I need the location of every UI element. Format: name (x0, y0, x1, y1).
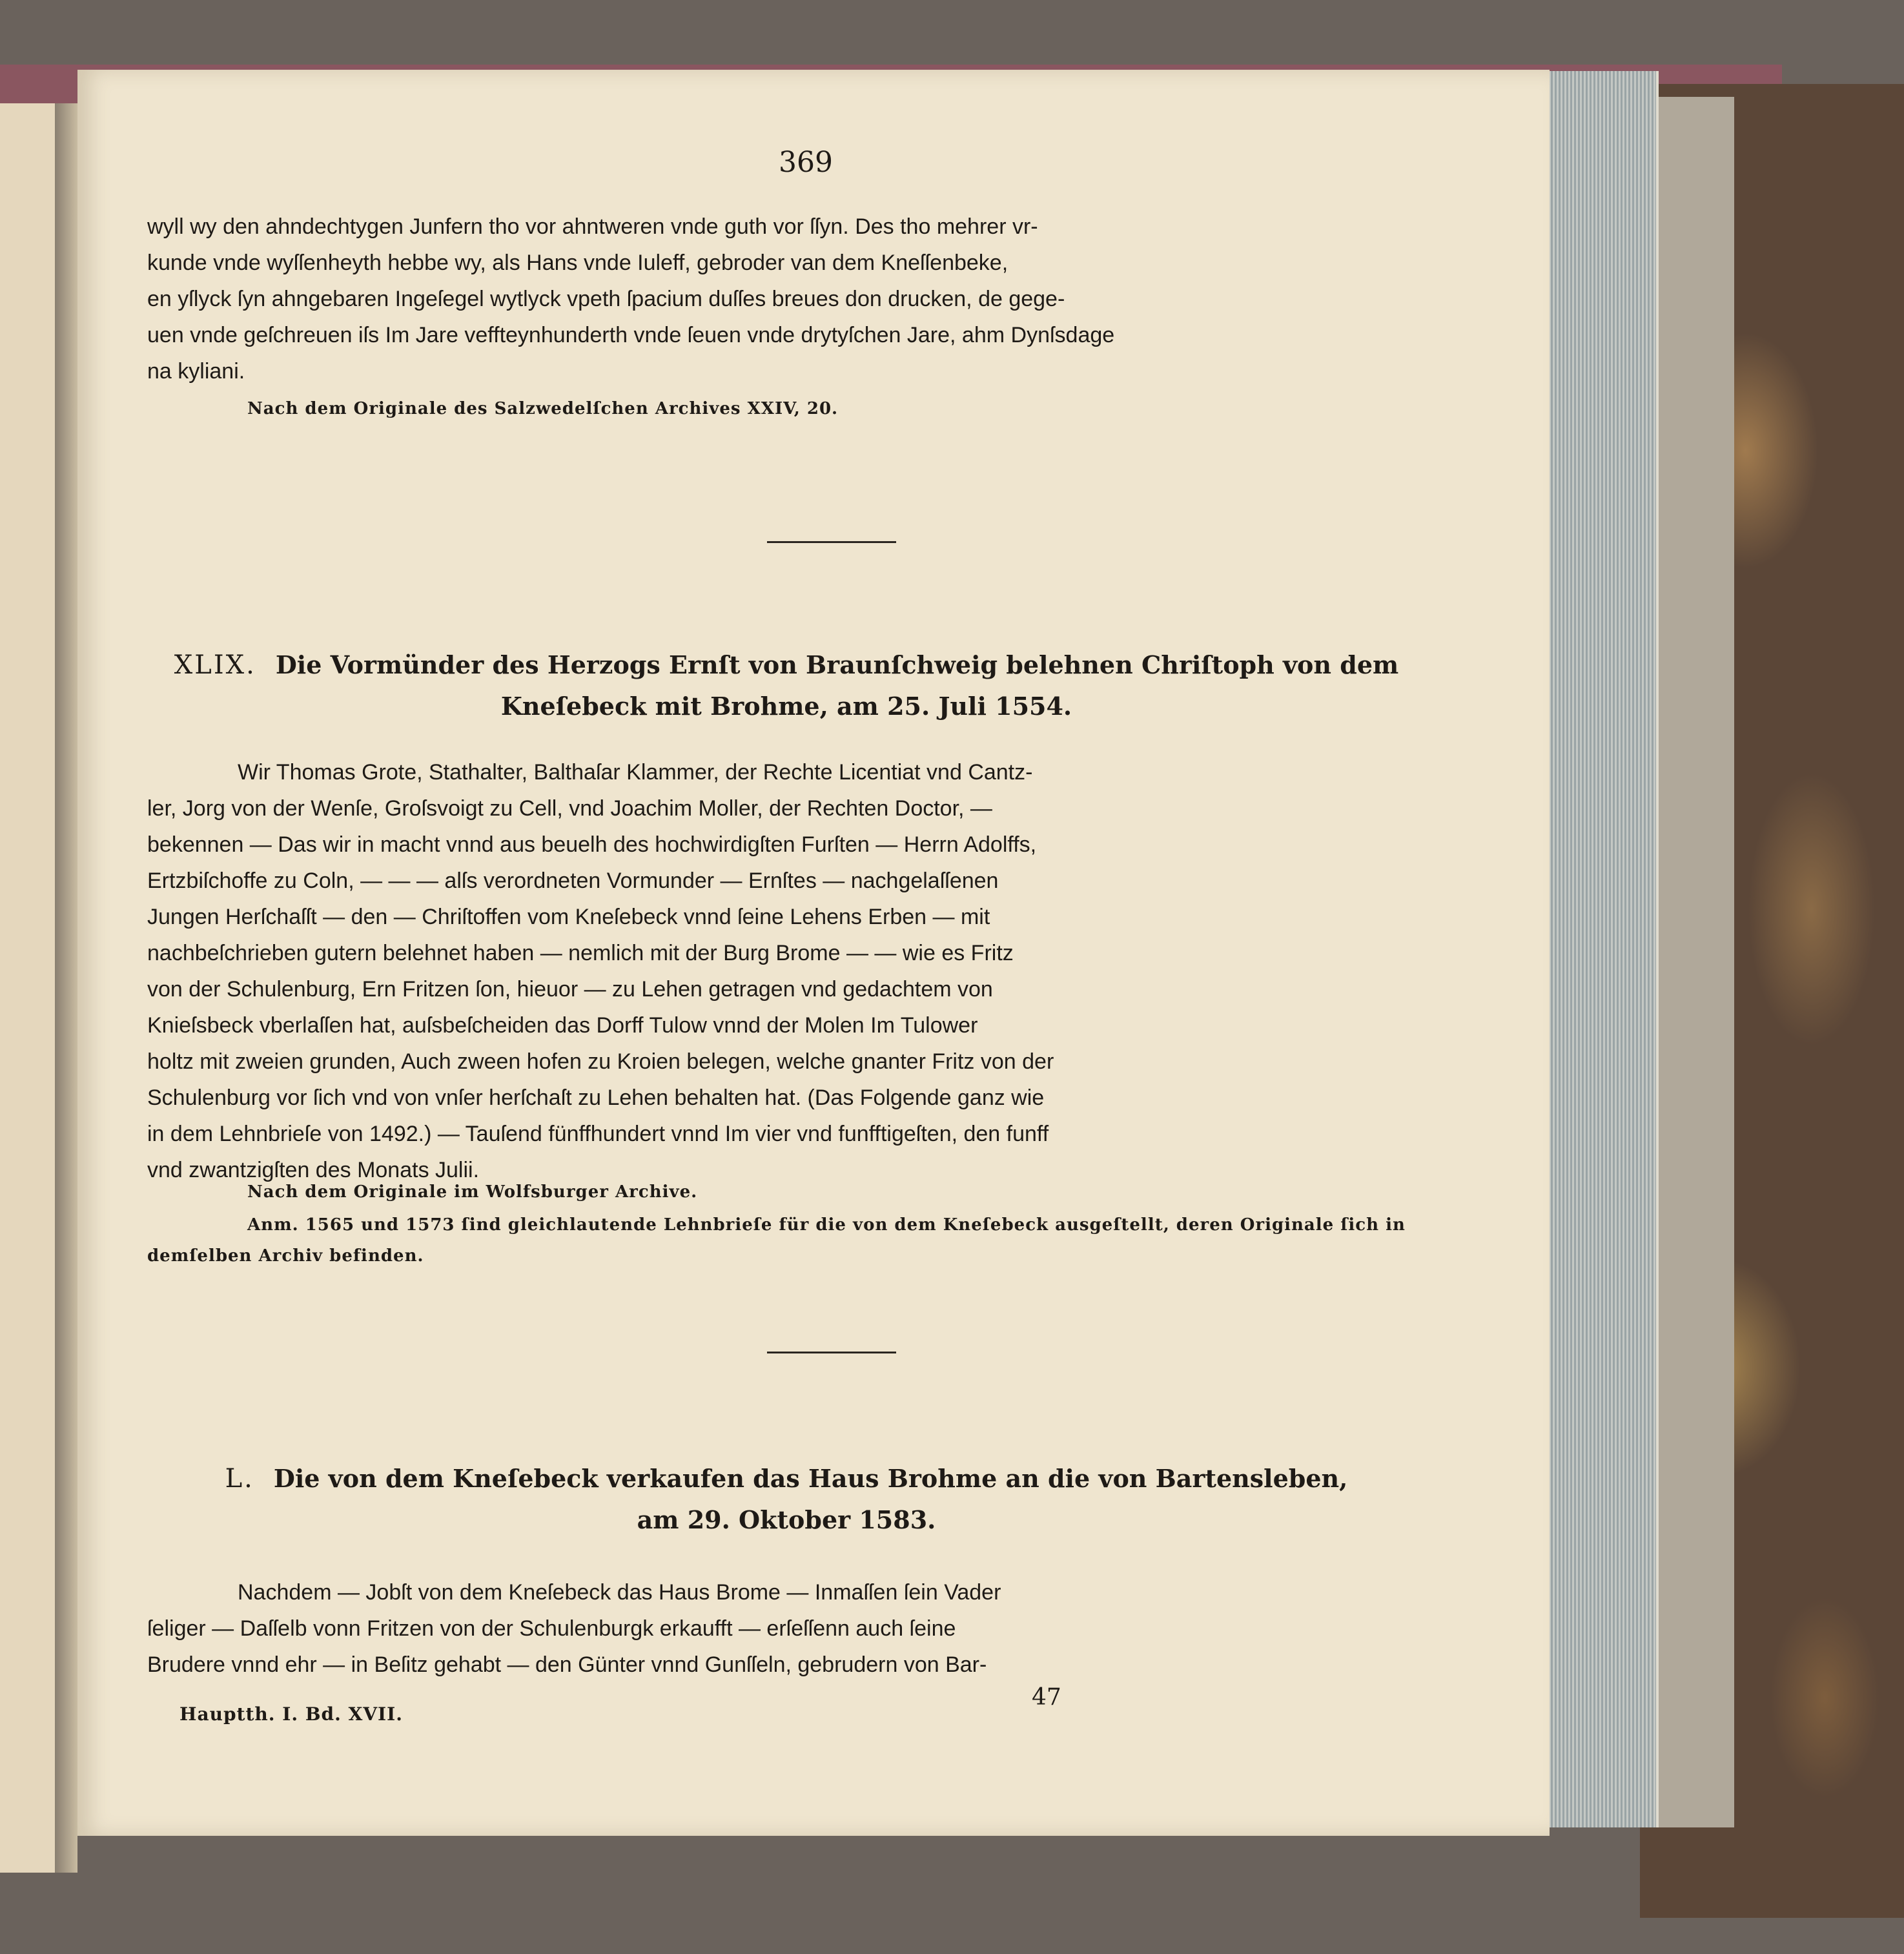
text-line: ler, Jorg von der Wenſe, Groſsvoigt zu Cell, vnd Joachim Moller, der Rechten Doctor, — (147, 796, 992, 821)
section-title: Die Vormünder des Herzogs Ernſt von Braunſchweig belehnen Chriſtoph von dem (275, 650, 1399, 679)
heading-line-2: Kneſebeck mit Brohme, am 25. Juli 1554. (500, 692, 1072, 721)
footer-signature-left: Hauptth. I. Bd. XVII. (179, 1703, 403, 1725)
left-page-strip (0, 103, 57, 1873)
section-title: Die von dem Kneſebeck verkaufen das Haus Brohme an die von Bartensleben, (273, 1464, 1348, 1493)
text-line: holtz mit zweien grunden, Auch zween hofen zu Kroien belegen, welche gnanter Fritz von der (147, 1049, 1054, 1074)
gutter-shadow (55, 103, 77, 1873)
text-line: Knieſsbeck vberlaſſen hat, auſsbeſcheiden das Dorff Tulow vnnd der Molen Im Tulower (147, 1013, 978, 1038)
page-edges (1543, 71, 1659, 1827)
book-page (77, 70, 1550, 1836)
heading-line-1 (147, 1458, 1426, 1499)
section-number: XLIX. (174, 650, 256, 680)
text-line: Schulenburg vor ſich vnd von vnſer herſchaſt zu Lehen behalten hat. (Das Folgende ganz wie (147, 1085, 1045, 1110)
section-heading-l (147, 1458, 1426, 1541)
text-line: Jungen Herſchaſſt — den — Chriſtoffen vom Kneſebeck vnnd ſeine Lehens Erben — mit (147, 905, 990, 929)
text-line: vnd zwantzigſten des Monats Julii. (147, 1158, 480, 1182)
text-line: von der Schulenburg, Ern Fritzen ſon, hieuor — zu Lehen getragen vnd gedachtem von (147, 977, 993, 1002)
continuation-text (147, 209, 1426, 389)
source-citation: Nach dem Originale des Salzwedelſchen Archives XXIV, 20. (247, 399, 839, 418)
text-line: Ertzbiſchoffe zu Coln, — — — alſs verordneten Vormunder — Ernſtes — nachgelaſſenen (147, 869, 999, 893)
source-citation: Nach dem Originale im Wolfsburger Archive. (247, 1182, 698, 1202)
text-line: wyll wy den ahndechtygen Junfern tho vor ahntweren vnde guth vor ſſyn. Des tho mehrer vr- (147, 214, 1038, 239)
text-line: ſeliger — Daſſelb vonn Fritzen von der Schulenburgk erkaufft — erſeſſenn auch ſeine (147, 1616, 956, 1641)
text-line: kunde vnde wyſſenheyth hebbe wy, als Hans vnde Iuleff, gebroder van dem Kneſſenbeke, (147, 251, 1008, 275)
section-divider (767, 1352, 896, 1353)
note-line: Anm. 1565 und 1573 ſind gleichlautende Lehnbrieſe für die von dem Kneſebeck ausgeſtellt, deren Originale ſich in (247, 1215, 1406, 1235)
text-line: en yſlyck ſyn ahngebaren Ingeſegel wytlyck vpeth ſpacium duſſes breues don drucken, de gege- (147, 287, 1065, 311)
text-line: Nachdem — Jobſt von dem Kneſebeck das Haus Brome — Inmaſſen ſein Vader (238, 1580, 1001, 1605)
text-line: na kyliani. (147, 359, 245, 384)
text-line: nachbeſchrieben gutern belehnet haben — nemlich mit der Burg Brome — — wie es Fritz (147, 941, 1014, 965)
text-line: Brudere vnnd ehr — in Beſitz gehabt — den Günter vnnd Gunſſeln, gebrudern von Bar- (147, 1652, 987, 1677)
section-l-body (147, 1574, 1426, 1683)
section-heading-xlix (147, 644, 1426, 727)
section-number: L. (225, 1464, 254, 1494)
text-line: uen vnde geſchreuen iſs Im Jare veffteynhunderth vnde ſeuen vnde drytyſchen Jare, ahm Dynſsdage (147, 323, 1115, 347)
book-block-side (1653, 97, 1734, 1827)
text-line: bekennen — Das wir in macht vnnd aus beuelh des hochwirdigſten Furſten — Herrn Adolffs, (147, 832, 1037, 857)
annotation-note (147, 1209, 1426, 1271)
text-line: Wir Thomas Grote, Stathalter, Balthaſar Klammer, der Rechte Licentiat vnd Cantz- (238, 760, 1033, 785)
section-divider (767, 541, 896, 543)
heading-line-2: am 29. Oktober 1583. (637, 1505, 936, 1534)
page-number: 369 (779, 146, 833, 179)
heading-line-1 (147, 644, 1426, 686)
section-xlix-body (147, 754, 1426, 1188)
note-line: demſelben Archiv befinden. (147, 1246, 424, 1266)
footer-signature-number: 47 (1032, 1684, 1061, 1711)
text-line: in dem Lehnbrieſe von 1492.) — Tauſend fünffhundert vnnd Im vier vnd funfftigeſten, den funff (147, 1122, 1049, 1146)
